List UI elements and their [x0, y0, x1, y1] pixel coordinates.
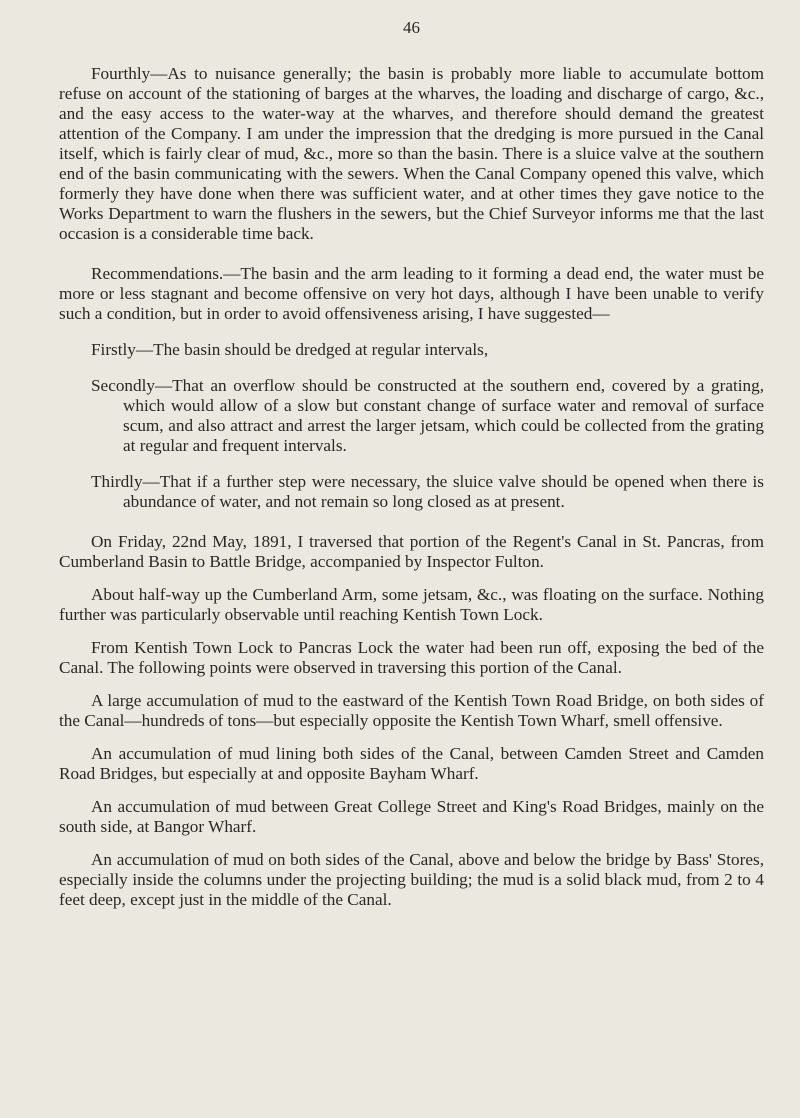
paragraph-mud-great-college: An accumulation of mud between Great College Street and King's Road Bridges, mainly on the south side, at Bangor Wharf.	[59, 797, 764, 836]
paragraph-kentish-town-lock: From Kentish Town Lock to Pancras Lock the water had been run off, exposing the bed of the Canal. The following points were observed in traversing this portion of the Canal.	[59, 638, 764, 677]
paragraph-fourthly: Fourthly—As to nuisance generally; the basin is probably more liable to accumulate bottom refuse on account of the stationing of barges at the wharves, the loading and discharge of cargo, &c., and the easy access to the water-way at the wharves, and therefore should demand the greatest attention of the Company. I am under the impression that the dredging is more pursued in the Canal itself, which is fairly clear of mud, &c., more so than the basin. There is a sluice valve at the southern end of the basin communicating with the sewers. When the Canal Company opened this valve, which formerly they have done when there was sufficient water, and at other times they gave notice to the Works Department to warn the flushers in the sewers, but the Chief Surveyor informs me that the last occasion is a considerable time back.	[59, 64, 764, 243]
recommendation-thirdly: Thirdly—That if a further step were necessary, the sluice valve should be opened when there is abundance of water, and not remain so long closed as at present.	[91, 472, 764, 511]
paragraph-traverse: On Friday, 22nd May, 1891, I traversed that portion of the Regent's Canal in St. Pancras, from Cumberland Basin to Battle Bridge, accompanied by Inspector Fulton.	[59, 532, 764, 571]
paragraph-cumberland-arm: About half-way up the Cumberland Arm, some jetsam, &c., was floating on the surface. Nothing further was particularly observable until reaching Kentish Town Lock.	[59, 585, 764, 624]
recommendation-secondly: Secondly—That an overflow should be constructed at the southern end, covered by a grating, which would allow of a slow but constant change of surface water and removal of surface scum, and also attract and arrest the larger jetsam, which could be collected from the grating at regular and frequent intervals.	[91, 376, 764, 455]
page-number: 46	[403, 18, 420, 37]
paragraph-mud-bass-stores: An accumulation of mud on both sides of the Canal, above and below the bridge by Bass' Stores, especially inside the columns under the projecting building; the mud is a solid black mud, from 2 to 4 feet deep, except just in the middle of the Canal.	[59, 850, 764, 909]
paragraph-recommendations: Recommendations.—The basin and the arm leading to it forming a dead end, the water must be more or less stagnant and become offensive on very hot days, although I have been unable to verify such a condition, but in order to avoid offensiveness arising, I have suggested—	[59, 264, 764, 323]
paragraph-mud-kentish-town: A large accumulation of mud to the eastward of the Kentish Town Road Bridge, on both sides of the Canal—hundreds of tons—but especially opposite the Kentish Town Wharf, smell offensive.	[59, 691, 764, 730]
paragraph-mud-camden: An accumulation of mud lining both sides of the Canal, between Camden Street and Camden Road Bridges, but especially at and opposite Bayham Wharf.	[59, 744, 764, 783]
recommendation-firstly: Firstly—The basin should be dredged at regular intervals,	[91, 340, 489, 359]
